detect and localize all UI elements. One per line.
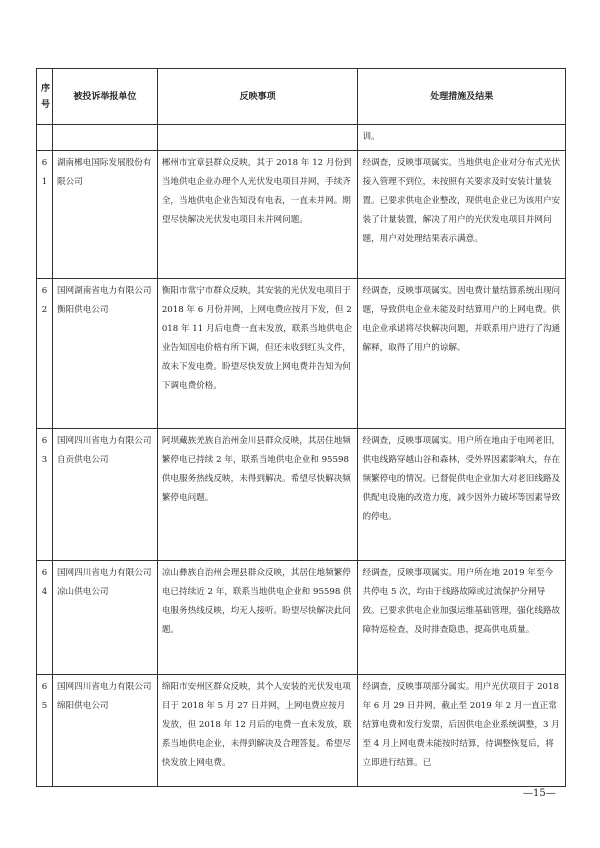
row-result: 经调查，反映事项属实。用户所在地 2019 年至今共停电 5 次，均由于线路故障或过流保护分闸导致。已要求供电企业加强运维基础管理，强化线路故障特巡检查，及时排查隐患，提高供电质量。	[358, 561, 566, 675]
header-result: 处理措施及结果	[358, 69, 566, 125]
row-seq: 65	[37, 675, 53, 787]
continuation-result-cell: 训。	[358, 125, 566, 151]
table-header-row	[37, 69, 566, 125]
complaints-table	[36, 68, 566, 787]
row-issue: 凉山彝族自治州会理县群众反映，其居住地频繁停电已持续近 2 年，联系当地供电企业和 95598 供电服务热线反映，均无人接听。盼望尽快解决此问题。	[157, 561, 358, 675]
row-unit: 国网四川省电力有限公司凉山供电公司	[52, 561, 157, 675]
table-row	[37, 151, 566, 279]
row-unit: 国网四川省电力有限公司绵阳供电公司	[52, 675, 157, 787]
row-seq: 63	[37, 429, 53, 561]
page-number: —15—	[523, 788, 556, 799]
table-row	[37, 561, 566, 675]
row-issue: 衡阳市常宁市群众反映，其安装的光伏发电项目于 2018 年 6 月份并网，上网电费应按月下发，但 2018 年 11 月后电费一直未发放，联系当地供电企业告知因电价格有所下调，但还未收到红头文件，故未下发电费。盼望尽快发放上网电费并告知为何下调电费价格。	[157, 279, 358, 429]
row-unit: 国网湖南省电力有限公司衡阳供电公司	[52, 279, 157, 429]
header-unit: 被投诉举报单位	[52, 69, 157, 125]
table-row	[37, 675, 566, 787]
row-result: 经调查，反映事项部分属实。用户光伏项目于 2018 年 6 月 29 日并网，截止至 2019 年 2 月一直正常结算电费和发行发票，后因供电企业系统调整，3 月至 4 月上网电费未能按时结算，待调整恢复后，将立即进行结算。已	[358, 675, 566, 787]
row-result: 经调查，反映事项属实。用户所在地由于电网老旧，供电线路穿越山谷和森林，受外界因素影响大，存在频繁停电的情况。已督促供电企业加大对老旧线路及供配电设施的改造力度，减少因外力破坏等因素导致的停电。	[358, 429, 566, 561]
row-unit: 国网四川省电力有限公司自贡供电公司	[52, 429, 157, 561]
row-issue: 阿坝藏族羌族自治州金川县群众反映，其居住地频繁停电已持续 2 年，联系当地供电企业和 95598 供电服务热线反映，未得到解决。希望尽快解决频繁停电问题。	[157, 429, 358, 561]
header-issue: 反映事项	[157, 69, 358, 125]
row-issue: 绵阳市安州区群众反映，其个人安装的光伏发电项目于 2018 年 5 月 27 日并网，上网电费应按月发放，但 2018 年 12 月后的电费一直未发放，联系当地供电企业，未得到解决及合理答复。希望尽快发放上网电费。	[157, 675, 358, 787]
row-seq: 64	[37, 561, 53, 675]
table-row	[37, 279, 566, 429]
row-seq: 62	[37, 279, 53, 429]
continuation-unit-cell	[52, 125, 157, 151]
continuation-seq-cell	[37, 125, 53, 151]
continuation-row	[37, 125, 566, 151]
header-seq: 序号	[37, 69, 53, 125]
table-row	[37, 429, 566, 561]
row-unit: 湖南郴电国际发展股份有限公司	[52, 151, 157, 279]
row-seq: 61	[37, 151, 53, 279]
continuation-issue-cell	[157, 125, 358, 151]
row-result: 经调查，反映事项属实。当地供电企业对分布式光伏接入管理不到位，未按照有关要求及时安装计量装置。已要求供电企业整改，现供电企业已为该用户安装了计量装置，解决了用户的光伏发电项目并网问题，用户对处理结果表示满意。	[358, 151, 566, 279]
row-issue: 郴州市宜章县群众反映，其于 2018 年 12 月份到当地供电企业办理个人光伏发电项目并网，手续齐全，当地供电企业告知没有电表，一直未并网。期望尽快解决光伏发电项目未并网问题。	[157, 151, 358, 279]
row-result: 经调查，反映事项属实。因电费计量结算系统出现问题，导致供电企业未能及时结算用户的上网电费。供电企业承诺将尽快解决问题，并联系用户进行了沟通解释，取得了用户的谅解。	[358, 279, 566, 429]
